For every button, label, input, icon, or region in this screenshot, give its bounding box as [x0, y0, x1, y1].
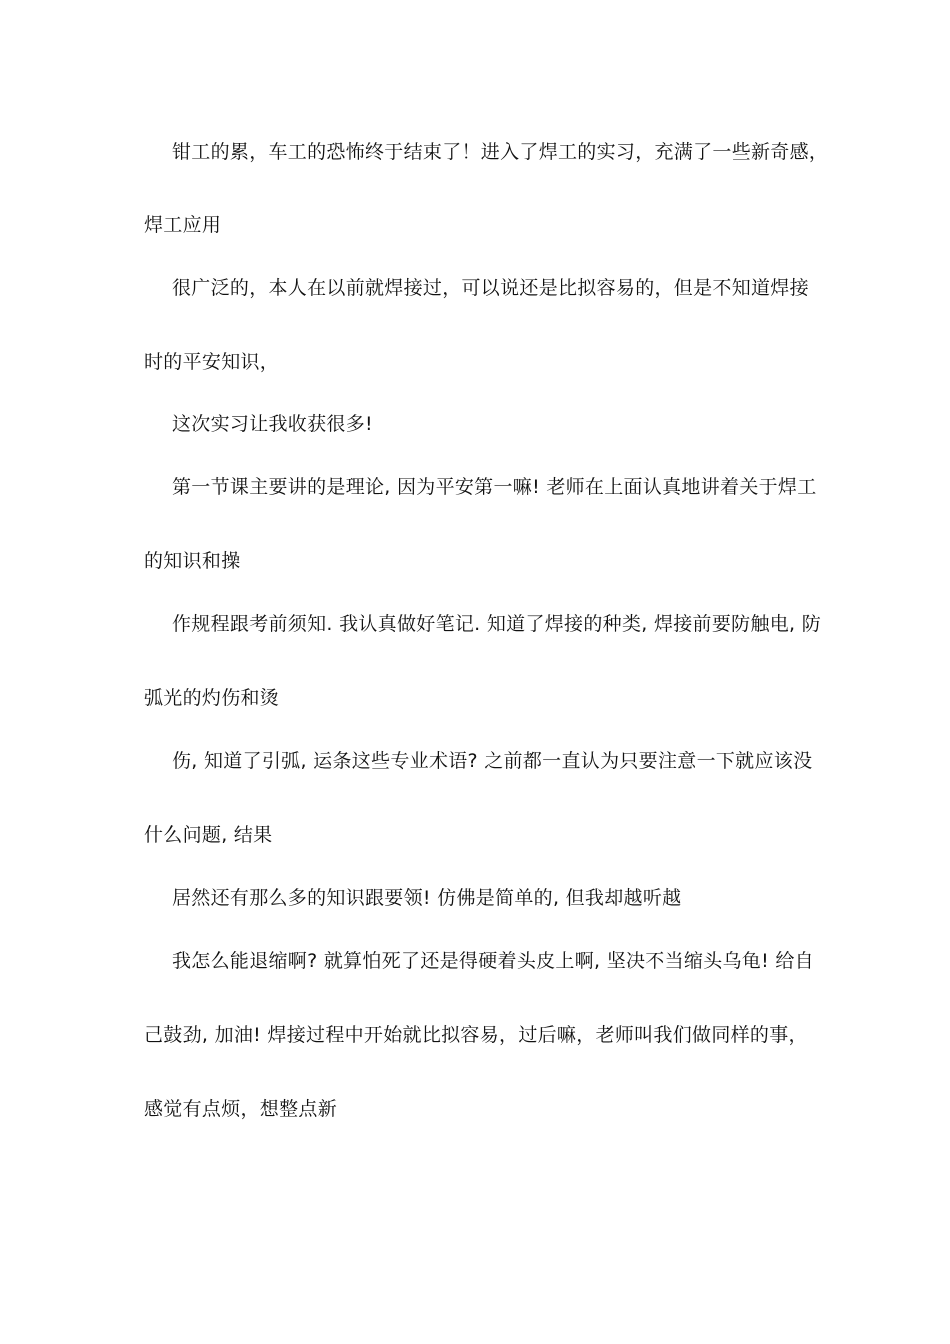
paragraph-line: 很广泛的，本人在以前就焊接过，可以说还是比拟容易的，但是不知道焊接 [172, 277, 809, 299]
paragraph-line: 第一节课主要讲的是理论, 因为平安第一嘛! 老师在上面认真地讲着关于焊工 [172, 476, 817, 498]
paragraph-line: 的知识和操 [144, 550, 241, 572]
paragraph-line: 弧光的灼伤和烫 [144, 687, 280, 709]
paragraph-line: 居然还有那么多的知识跟要领! 仿佛是简单的, 但我却越听越 [172, 887, 682, 909]
paragraph-line: 作规程跟考前须知. 我认真做好笔记. 知道了焊接的种类, 焊接前要防触电, 防 [172, 613, 822, 635]
paragraph-line: 我怎么能退缩啊? 就算怕死了还是得硬着头皮上啊, 坚决不当缩头乌龟! 给自 [172, 950, 814, 972]
paragraph-line: 时的平安知识， [144, 351, 280, 373]
paragraph-line: 伤, 知道了引弧, 运条这些专业术语? 之前都一直认为只要注意一下就应该没 [172, 750, 813, 772]
paragraph-line: 感觉有点烦，想整点新 [144, 1098, 338, 1120]
paragraph-line: 这次实习让我收获很多! [172, 413, 373, 435]
paragraph-line: 己鼓劲, 加油! 焊接过程中开始就比拟容易，过后嘛，老师叫我们做同样的事， [144, 1024, 808, 1046]
paragraph-line: 焊工应用 [144, 214, 222, 236]
paragraph-line: 什么问题, 结果 [144, 824, 273, 846]
paragraph-line: 钳工的累，车工的恐怖终于结束了！进入了焊工的实习，充满了一些新奇感， [172, 141, 829, 163]
